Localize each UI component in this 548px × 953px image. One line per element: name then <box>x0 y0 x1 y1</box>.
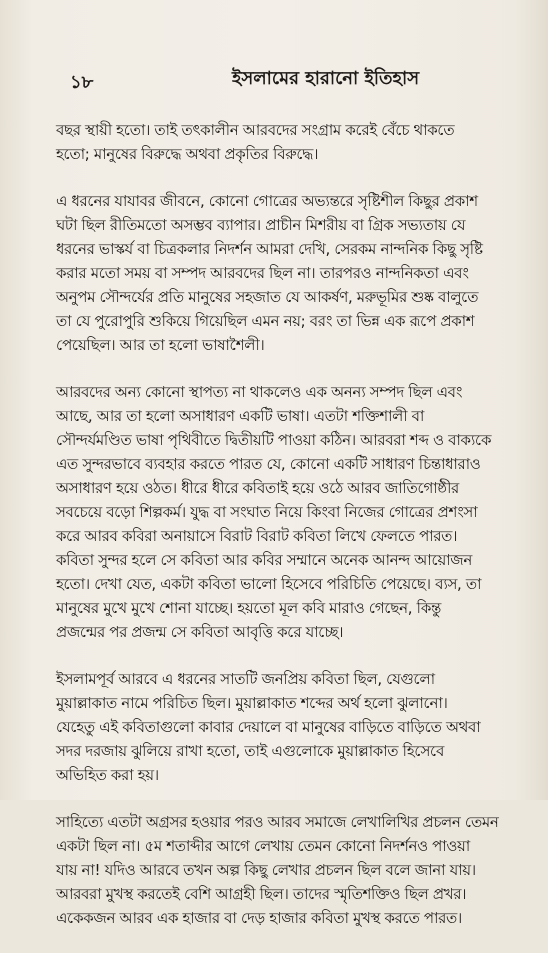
running-title: ইসলামের হারানো ইতিহাস <box>232 68 420 89</box>
paragraph-2 <box>56 189 542 357</box>
text-line: এ ধরনের যাযাবর জীবনে, কোনো গোত্রের অভ্যন্তরে সৃষ্টিশীল কিছুর প্রকাশ <box>56 192 478 210</box>
text-line: সাহিত্যে এতটা অগ্রসর হওয়ার পরও আরব সমাজে লেখালিখির প্রচলন তেমন <box>56 813 499 831</box>
text-line: হতো। দেখা যেত, একটা কবিতা ভালো হিসেবে পরিচিতি পেয়েছে। ব্যস, তা <box>56 575 482 593</box>
text-line: মুয়াল্লাকাত নামে পরিচিত ছিল। মুয়াল্লাকাত শব্দের অর্থ হলো ঝুলানো। <box>56 694 448 712</box>
text-line: একেকজন আরব এক হাজার বা দেড় হাজার কবিতা মুখস্থ করতে পারত। <box>56 909 462 927</box>
text-line: ধরনের ভাস্কর্য বা চিত্রকলার নিদর্শন আমরা দেখি, সেরকম নান্দনিক কিছু সৃষ্টি <box>56 240 483 258</box>
text-line: ঘটা ছিল রীতিমতো অসম্ভব ব্যাপার। প্রাচীন মিশরীয় বা গ্রিক সভ্যতায় যে <box>56 216 466 234</box>
text-line: পেয়েছিল। আর তা হলো ভাষাশৈলী। <box>56 336 265 354</box>
text-line: মানুষের মুখে মুখে শোনা যাচ্ছে। হয়তো মূল কবি মারাও গেছেন, কিন্তু <box>56 599 442 617</box>
text-line: অভিহিত করা হয়। <box>56 766 159 784</box>
text-line: একটা ছিল না। ৫ম শতাব্দীর আগে লেখায় তেমন কোনো নিদর্শনও পাওয়া <box>56 837 470 855</box>
text-line: আরবদের অন্য কোনো স্থাপত্য না থাকলেও এক অনন্য সম্পদ ছিল এবং <box>56 383 463 401</box>
paragraph-3 <box>56 380 542 644</box>
text-line: করে আরব কবিরা অনায়াসে বিরাট বিরাট কবিতা লিখে ফেলতে পারত। <box>56 527 458 545</box>
text-line: আছে, আর তা হলো অসাধারণ একটি ভাষা। এতটা শক্তিশালী বা <box>56 407 425 425</box>
page-number: ১৮ <box>70 72 94 93</box>
text-line: কবিতা সুন্দর হলে সে কবিতা আর কবির সম্মানে অনেক আনন্দ আয়োজন <box>56 551 472 569</box>
text-line: তা যে পুরোপুরি শুকিয়ে গিয়েছিল এমন নয়; বরং তা ভিন্ন এক রূপে প্রকাশ <box>56 312 475 330</box>
paragraph-5 <box>56 810 542 930</box>
text-line: অনুপম সৌন্দর্যের প্রতি মানুষের সহজাত যে আকর্ষণ, মরুভূমির শুষ্ক বালুতে <box>56 288 479 306</box>
page-header <box>0 64 548 93</box>
paragraph-4 <box>56 667 542 787</box>
text-line: করার মতো সময় বা সম্পদ আরবদের ছিল না। তারপরও নান্দনিকতা এবং <box>56 264 469 282</box>
page-body <box>56 118 542 953</box>
text-line: বছর স্থায়ী হতো। তাই তৎকালীন আরবদের সংগ্রাম করেই বেঁচে থাকতে <box>56 121 455 139</box>
text-line: আরবরা মুখস্থ করতেই বেশি আগ্রহী ছিল। তাদের স্মৃতিশক্তিও ছিল প্রখর। <box>56 885 467 903</box>
text-line: যায় না! যদিও আরবে তখন অল্প কিছু লেখার প্রচলন ছিল বলে জানা যায়। <box>56 861 476 879</box>
text-line: সৌন্দর্যমণ্ডিত ভাষা পৃথিবীতে দ্বিতীয়টি পাওয়া কঠিন। আরবরা শব্দ ও বাক্যকে <box>56 431 492 449</box>
text-line: হতো; মানুষের বিরুদ্ধে অথবা প্রকৃতির বিরুদ্ধে। <box>56 145 319 163</box>
text-line: ইসলামপূর্ব আরবে এ ধরনের সাতটি জনপ্রিয় কবিতা ছিল, যেগুলো <box>56 670 435 688</box>
text-line: যেহেতু এই কবিতাগুলো কাবার দেয়ালে বা মানুষের বাড়িতে বাড়িতে অথবা <box>56 718 481 736</box>
text-line: প্রজন্মের পর প্রজন্ম সে কবিতা আবৃত্তি করে যাচ্ছে। <box>56 623 344 641</box>
text-line: সদর দরজায় ঝুলিয়ে রাখা হতো, তাই এগুলোকে মুয়াল্লাকাত হিসেবে <box>56 742 445 760</box>
text-line: সবচেয়ে বড়ো শিল্পকর্ম। যুদ্ধ বা সংঘাত নিয়ে কিংবা নিজের গোত্রের প্রশংসা <box>56 503 478 521</box>
text-line: অসাধারণ হয়ে ওঠত। ধীরে ধীরে কবিতাই হয়ে ওঠে আরব জাতিগোষ্ঠীর <box>56 479 459 497</box>
text-line: এত সুন্দরভাবে ব্যবহার করতে পারত যে, কোনো একটি সাধারণ চিন্তাধারাও <box>56 455 481 473</box>
paragraph-1 <box>56 118 542 166</box>
